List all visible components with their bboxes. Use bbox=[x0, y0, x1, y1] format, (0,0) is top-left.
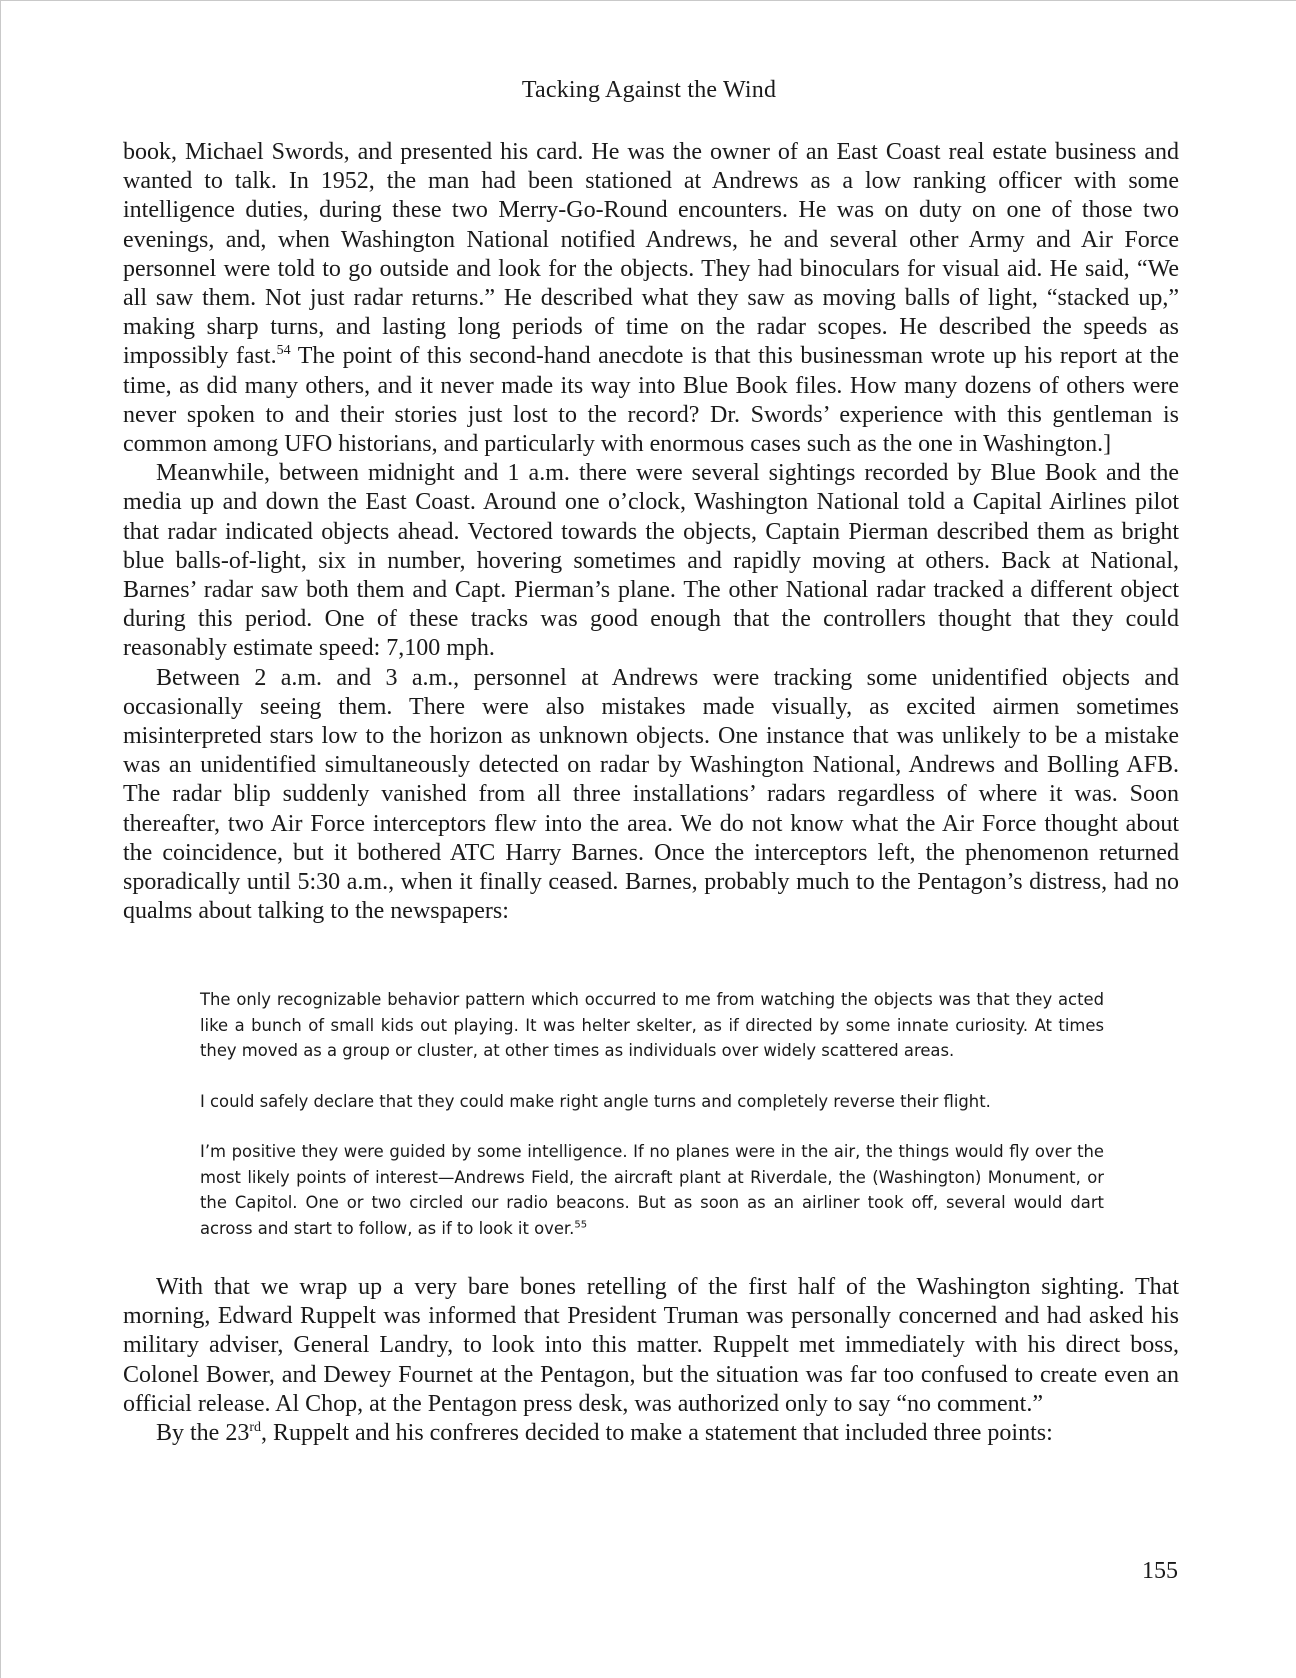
paragraph-text: , Ruppelt and his confreres decided to make a statement that included three points: bbox=[261, 1420, 1053, 1447]
footnote-ref: 55 bbox=[574, 1219, 588, 1231]
footnote-ref: 54 bbox=[276, 343, 291, 359]
quote-paragraph bbox=[200, 1139, 1104, 1241]
paragraph-text: book, Michael Swords, and presented his card. He was the owner of an East Coast real estate business and wanted to talk. In 1952, the man had been stationed at Andrews as a low ranking officer with some intelligence duties, during these two Merry-Go-Round encounters. He was on duty on one of those two evenings, and, when Washington National notified Andrews, he and several other Army and Air Force personnel were told to go outside and look for the objects. They had binoculars for visual aid. He said, “We all saw them. Not just radar returns.” He described what they saw as moving balls of light, “stacked up,” making sharp turns, and lasting long periods of time on the radar scopes. He described the speeds as impossibly fast. bbox=[123, 139, 1179, 370]
paragraph-text: By the 23 bbox=[156, 1420, 250, 1447]
paragraph: With that we wrap up a very bare bones retelling of the first half of the Washington sighting. That morning, Edward Ruppelt was informed that President Truman was personally concerned and had asked his military adviser, General Landry, to look into this matter. Ruppelt met immediately with his direct boss, Colonel Bower, and Dewey Fournet at the Pentagon, but the situation was far too confused to create even an official release. Al Chop, at the Pentagon press desk, was authorized only to say “no comment.” bbox=[123, 1274, 1179, 1417]
main-text-upper bbox=[123, 138, 1179, 926]
paragraph-text: The point of this second-hand anecdote is that this businessman wrote up his report at the time, as did many others, and it never made its way into Blue Book files. How many dozens of others were never spoken to and their stories just lost to the record? Dr. Swords’ experience with this gentleman is common among UFO historians, and particularly with enormous cases such as the one in Washington.] bbox=[123, 343, 1179, 458]
quote-text: I’m positive they were guided by some intelligence. If no planes were in the air, the things would fly over the most likely points of interest—Andrews Field, the aircraft plant at Riverdale, the (Washington) Monument, or the Capitol. One or two circled our radio beacons. But as soon as an airliner took off, several would dart across and start to follow, as if to look it over. bbox=[200, 1142, 1104, 1238]
page-number: 155 bbox=[1142, 1558, 1178, 1584]
block-quote bbox=[200, 987, 1104, 1266]
paragraph: Meanwhile, between midnight and 1 a.m. there were several sightings recorded by Blue Book and the media up and down the East Coast. Around one o’clock, Washington National told a Capital Airlines pilot that radar indicated objects ahead. Vectored towards the objects, Captain Pierman described them as bright blue balls-of-light, six in number, hovering sometimes and rapidly moving at others. Back at National, Barnes’ radar saw both them and Capt. Pierman’s plane. The other National radar tracked a different object during this period. One of these tracks was good enough that the controllers thought that they could reasonably estimate speed: 7,100 mph. bbox=[123, 460, 1179, 662]
main-text-lower bbox=[123, 1273, 1179, 1448]
paragraph bbox=[123, 1419, 1179, 1448]
quote-paragraph: I could safely declare that they could make right angle turns and completely reverse their flight. bbox=[200, 1091, 991, 1111]
quote-paragraph: The only recognizable behavior pattern which occurred to me from watching the objects was that they acted like a bunch of small kids out playing. It was helter skelter, as if directed by some innate curiosity. At times they moved as a group or cluster, at other times as individuals over widely scattered areas. bbox=[200, 990, 1104, 1060]
ordinal-superscript: rd bbox=[249, 1420, 261, 1436]
paragraph-continuation bbox=[123, 138, 1179, 459]
running-head-title: Tacking Against the Wind bbox=[521, 77, 777, 103]
paragraph: Between 2 a.m. and 3 a.m., personnel at Andrews were tracking some unidentified objects and occasionally seeing them. There were also mistakes made visually, as excited airmen sometimes misinterpreted stars low to the horizon as unknown objects. One instance that was unlikely to be a mistake was an unidentified simultaneously detected on radar by Washington National, Andrews and Bolling AFB. The radar blip suddenly vanished from all three installations’ radars regardless of where it was. Soon thereafter, two Air Force interceptors flew into the area. We do not know what the Air Force thought about the coincidence, but it bothered ATC Harry Barnes. Once the interceptors left, the phenomenon returned sporadically until 5:30 a.m., when it finally ceased. Barnes, probably much to the Pentagon’s distress, had no qualms about talking to the newspapers: bbox=[123, 664, 1179, 925]
